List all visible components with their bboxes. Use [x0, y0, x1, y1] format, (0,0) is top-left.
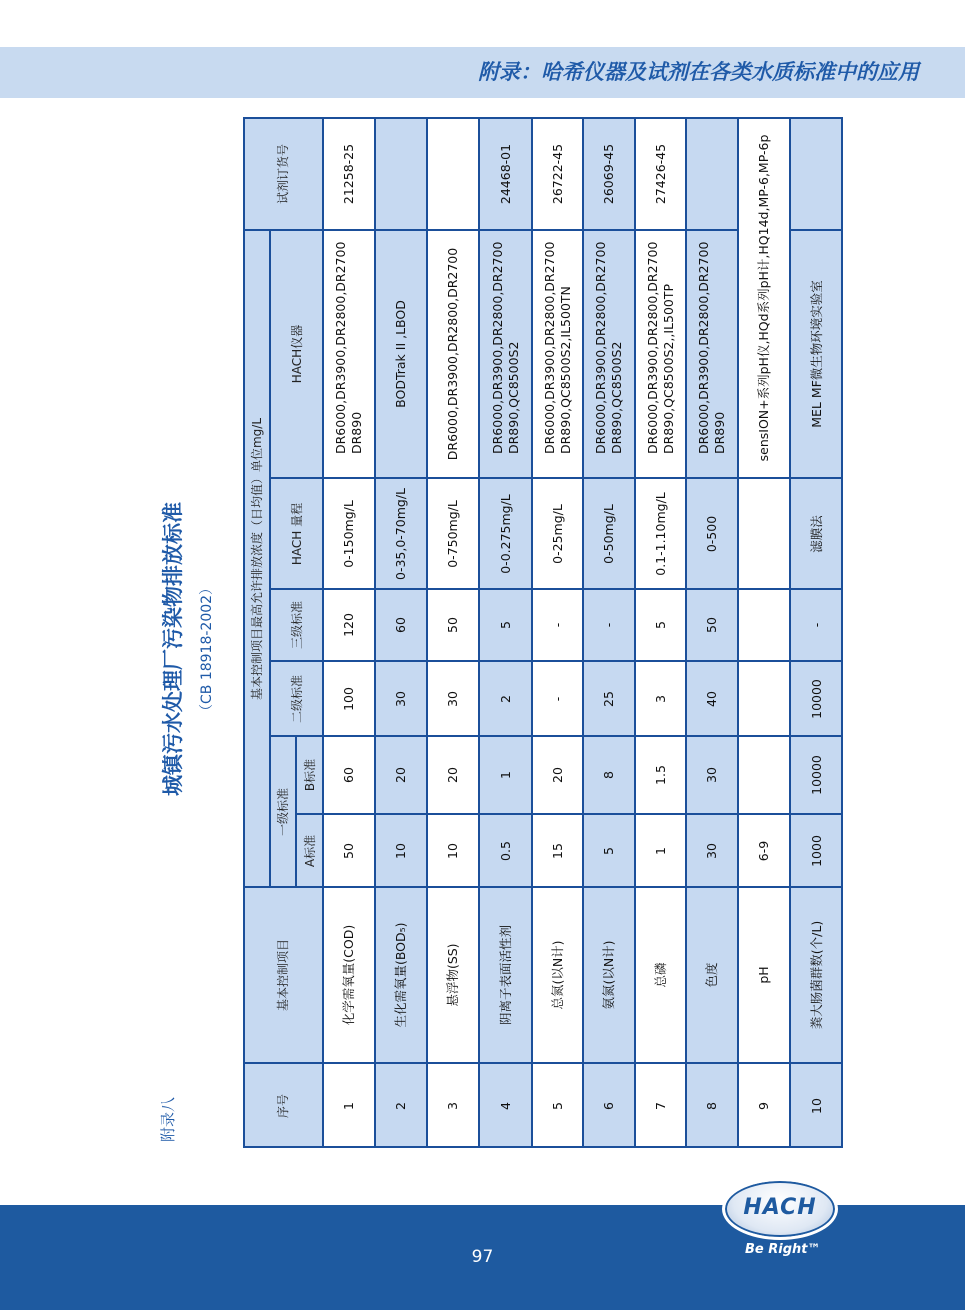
row-b [427, 736, 479, 814]
row-instrument [583, 230, 635, 478]
row-g2 [427, 661, 479, 736]
appendix-title: 附录：哈希仪器及试剂在各类水质标准中的应用 [478, 60, 919, 84]
row-range [738, 478, 790, 589]
header-b [296, 736, 323, 814]
header-reagent [243, 117, 323, 230]
row-b-text: 20 [393, 767, 408, 783]
row-g3 [479, 589, 532, 661]
row-g3 [532, 589, 583, 661]
row-a-text: 10 [445, 842, 460, 859]
row-b [479, 736, 532, 814]
row-g2-text: 40 [704, 690, 719, 707]
row-reagent [532, 117, 583, 230]
row-a-text: 15 [549, 842, 565, 859]
row-g2-text: 10000 [808, 678, 824, 719]
row-item-text: pH [756, 966, 771, 984]
row-g3 [583, 589, 635, 661]
row-no-text: 2 [393, 1101, 408, 1110]
row-no-text: 8 [704, 1101, 719, 1110]
row-reagent-text: 26722-45 [549, 143, 565, 204]
row-b [375, 736, 427, 814]
row-b-text: 1.5 [652, 765, 668, 785]
row-g3 [686, 589, 738, 661]
row-a-text: 5 [601, 846, 616, 855]
row-no [738, 1063, 790, 1148]
row-range [479, 478, 532, 589]
row-item [738, 887, 790, 1063]
row-g2 [479, 661, 532, 736]
standards-table [243, 117, 843, 1148]
row-no-text: 1 [341, 1101, 356, 1110]
header-item-text: 基本控制项目 [276, 938, 290, 1012]
row-reagent [686, 117, 738, 230]
row-g2 [583, 661, 635, 736]
row-instrument-text: DR6000,DR3900,DR2800,DR2700 DR890,QC8500S2,,IL500TP [644, 241, 676, 454]
row-g2-text: - [549, 696, 565, 701]
row-b-text: 10000 [808, 755, 824, 795]
row-b-text: 8 [601, 771, 616, 779]
row-a [427, 814, 479, 887]
row-a [790, 814, 843, 887]
row-instrument [375, 230, 427, 478]
header-reagent-text: 试剂订货号 [276, 143, 290, 204]
row-b [635, 736, 686, 814]
header-grade2 [270, 661, 323, 736]
row-reagent-text: 26069-45 [601, 143, 616, 204]
row-g2 [323, 661, 375, 736]
row-g3-text: 50 [445, 617, 460, 633]
row-instrument-text: DR6000,DR3900,DR2800,DR2700 DR890 [333, 241, 364, 454]
row-item [686, 887, 738, 1063]
row-range-text: 0-35,0-70mg/L [393, 487, 408, 580]
row-b [532, 736, 583, 814]
row-g2-text: 25 [601, 690, 616, 707]
header-range [270, 478, 323, 589]
row-range-text: 0-150mg/L [341, 499, 356, 568]
row-a-text: 10 [393, 842, 408, 859]
row-no-text: 9 [756, 1101, 771, 1110]
row-g3-text: - [601, 622, 616, 628]
row-range [375, 478, 427, 589]
row-reagent-text: 27426-45 [652, 143, 668, 204]
row-g3-text: - [808, 622, 824, 628]
row-g3-text: 5 [497, 621, 513, 629]
row-no [583, 1063, 635, 1148]
row-no-text: 5 [549, 1101, 565, 1110]
row-range [635, 478, 686, 589]
row-instrument-text: DR6000,DR3900,DR2800,DR2700 [445, 247, 460, 461]
row-range [583, 478, 635, 589]
hach-logo [722, 1178, 838, 1240]
header-group-text: 基本控制项目最高允许排放浓度（日均值）单位mg/L [249, 417, 264, 700]
row-no-text: 3 [445, 1101, 460, 1110]
row-range [686, 478, 738, 589]
header-grade2-text: 二级标准 [289, 674, 304, 723]
row-range-text: 0-750mg/L [445, 499, 460, 568]
header-grade3 [270, 589, 323, 661]
row-no [790, 1063, 843, 1148]
row-g3-text: 120 [341, 613, 356, 637]
row-g2-text: 3 [652, 694, 668, 703]
row-instrument-text: DR6000,DR3900,DR2800,DR2700 DR890 [696, 241, 727, 454]
row-a-text: 1000 [808, 834, 824, 867]
row-item-text: 总磷 [652, 962, 668, 988]
row-a-text: 50 [341, 842, 356, 859]
brand-logo-text: HACH [743, 1195, 817, 1220]
row-reagent-text: 24468-01 [497, 143, 513, 204]
row-no [532, 1063, 583, 1148]
side-label: 附录八 [159, 1096, 177, 1142]
row-g3-text: 50 [704, 617, 719, 633]
row-a [323, 814, 375, 887]
row-item [790, 887, 843, 1063]
row-item-text: 色度 [704, 962, 719, 988]
header-instrument-text: HACH仪器 [289, 324, 304, 384]
row-reagent [583, 117, 635, 230]
row-instrument [635, 230, 686, 478]
row-b-text: 1 [497, 771, 513, 779]
row-g3 [790, 589, 843, 661]
row-b [738, 736, 790, 814]
row-g2-text: 100 [341, 686, 356, 711]
row-a-text: 1 [652, 846, 668, 855]
row-reagent [427, 117, 479, 230]
header-a-text: A标准 [302, 834, 317, 867]
page-number: 97 [471, 1247, 494, 1267]
row-instrument [532, 230, 583, 478]
header-no [243, 1063, 323, 1148]
row-b [790, 736, 843, 814]
row-b-text: 30 [704, 767, 719, 783]
row-g3 [427, 589, 479, 661]
row-g3 [375, 589, 427, 661]
row-g2-text: 30 [445, 690, 460, 707]
row-g2-text: 2 [497, 694, 513, 703]
row-range-text: 0-500 [704, 515, 719, 552]
row-no-text: 6 [601, 1101, 616, 1110]
row-no [635, 1063, 686, 1148]
row-item [532, 887, 583, 1063]
row-g3 [738, 589, 790, 661]
header-b-text: B标准 [302, 758, 317, 792]
row-b-text: 60 [341, 767, 356, 783]
row-instrument-text: MEL MF微生物环境实验室 [808, 280, 824, 428]
row-a-text: 30 [704, 842, 719, 859]
row-instrument-text: BODTrak II ,LBOD [393, 300, 408, 408]
row-a [738, 814, 790, 887]
row-item-text: 氨氮(以N计) [601, 940, 616, 1010]
row-g3-text: - [549, 622, 565, 628]
row-instrument-text: sensION+系列pH仪,HQd系列pH计,HQ14d,MP-6,MP-6p [756, 134, 771, 461]
row-b [323, 736, 375, 814]
row-instrument [738, 117, 790, 478]
row-no [427, 1063, 479, 1148]
row-range-text: 0-50mg/L [601, 503, 616, 564]
header-grade1-text: 一级标准 [276, 787, 290, 836]
row-g3 [635, 589, 686, 661]
row-item [583, 887, 635, 1063]
row-instrument-text: DR6000,DR3900,DR2800,DR2700 DR890,QC8500S2 [489, 241, 521, 454]
row-item [427, 887, 479, 1063]
row-b [686, 736, 738, 814]
header-a [296, 814, 323, 887]
row-reagent [323, 117, 375, 230]
row-g2 [375, 661, 427, 736]
row-reagent-text: 21258-25 [341, 143, 356, 204]
row-g3-text: 60 [393, 617, 408, 633]
row-a [635, 814, 686, 887]
row-a [479, 814, 532, 887]
row-instrument [479, 230, 532, 478]
row-b-text: 20 [445, 767, 460, 783]
row-item [479, 887, 532, 1063]
row-item [323, 887, 375, 1063]
row-a-text: 6-9 [756, 840, 771, 861]
row-no [479, 1063, 532, 1148]
row-item-text: 化学需氧量(COD) [341, 924, 356, 1026]
row-reagent [790, 117, 843, 230]
header-group [243, 230, 270, 887]
row-item [635, 887, 686, 1063]
row-g2 [635, 661, 686, 736]
row-range [323, 478, 375, 589]
row-a [532, 814, 583, 887]
header-range-text: HACH 量程 [289, 502, 304, 565]
row-b [583, 736, 635, 814]
row-instrument-text: DR6000,DR3900,DR2800,DR2700 DR890,QC8500S2,IL500TN [541, 241, 573, 454]
row-range [532, 478, 583, 589]
row-a [375, 814, 427, 887]
row-reagent [479, 117, 532, 230]
row-instrument-text: DR6000,DR3900,DR2800,DR2700 DR890,QC8500S2 [593, 241, 624, 454]
row-no-text: 10 [808, 1097, 824, 1114]
header-grade1 [270, 736, 296, 887]
row-item-text: 粪大肠菌群数(个/L) [808, 920, 824, 1030]
row-range [790, 478, 843, 589]
row-a [583, 814, 635, 887]
document-title: 城镇污水处理厂污染物排放标准 [161, 502, 185, 796]
row-range [427, 478, 479, 589]
header-no-text: 序号 [276, 1093, 290, 1118]
row-item-text: 阴离子表面活性剂 [497, 924, 513, 1026]
row-no-text: 4 [497, 1101, 513, 1110]
row-g2-text: 30 [393, 690, 408, 707]
row-g2 [738, 661, 790, 736]
row-instrument [323, 230, 375, 478]
row-item-text: 总氮(以N计) [549, 940, 565, 1010]
row-instrument [686, 230, 738, 478]
row-instrument [427, 230, 479, 478]
header-grade3-text: 三级标准 [289, 600, 304, 650]
row-range-text: 0-25mg/L [549, 503, 565, 564]
header-item [243, 887, 323, 1063]
row-g2 [532, 661, 583, 736]
row-range-text: 0-0.275mg/L [497, 493, 513, 574]
row-g2 [686, 661, 738, 736]
row-b-text: 20 [549, 767, 565, 783]
row-g3 [323, 589, 375, 661]
row-a [686, 814, 738, 887]
row-item [375, 887, 427, 1063]
row-no [323, 1063, 375, 1148]
row-no [375, 1063, 427, 1148]
row-range-text: 滤膜法 [808, 514, 824, 553]
registered-mark: ® [833, 1189, 842, 1199]
row-no-text: 7 [652, 1101, 668, 1110]
tagline: Be Right™ [745, 1242, 821, 1257]
row-a-text: 0.5 [497, 840, 513, 861]
row-g3-text: 5 [652, 621, 668, 629]
header-instrument [270, 230, 323, 478]
row-instrument [790, 230, 843, 478]
row-reagent [635, 117, 686, 230]
document-subtitle: （CB 18918-2002） [199, 580, 215, 718]
row-no [686, 1063, 738, 1148]
row-item-text: 生化需氧量(BOD₅) [393, 922, 408, 1028]
row-range-text: 0.1-1.10mg/L [652, 491, 668, 576]
row-reagent [375, 117, 427, 230]
row-item-text: 悬浮物(SS) [445, 943, 460, 1007]
row-g2 [790, 661, 843, 736]
